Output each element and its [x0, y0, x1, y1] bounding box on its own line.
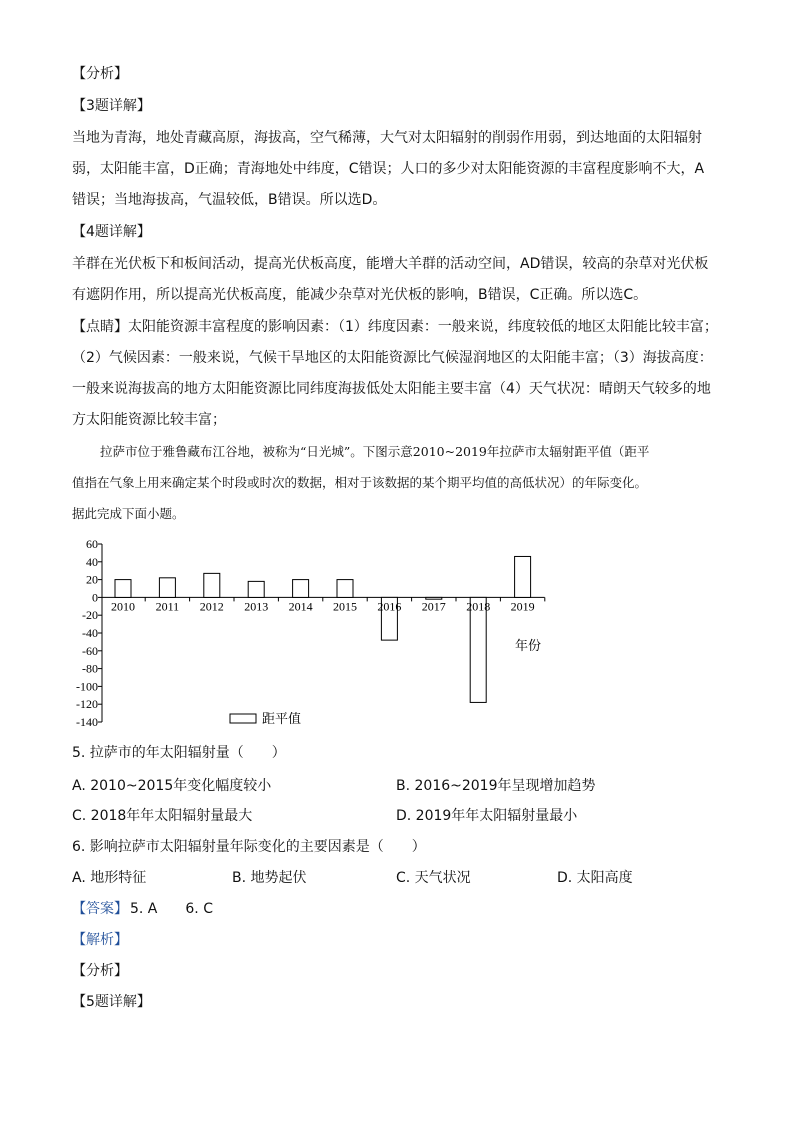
bar [159, 578, 175, 598]
x-tick-label: 2016 [377, 599, 402, 614]
passage-line: 拉萨市位于雅鲁藏布江谷地，被称为“日光城”。下图示意2010~2019年拉萨市太辐射距平值（距平 [100, 444, 650, 459]
y-tick-label: -140 [76, 715, 98, 729]
y-tick-label: -100 [76, 679, 98, 694]
q5-option-b: B. 2016~2019年呈现增加趋势 [396, 778, 596, 794]
y-tick-label: -80 [82, 661, 98, 676]
q5-detail-heading: 【5题详解】 [72, 994, 151, 1010]
key-point-line: 方太阳能资源比较丰富； [72, 412, 226, 428]
legend-label: 距平值 [262, 711, 302, 726]
bar [515, 556, 531, 597]
bar [293, 580, 309, 598]
y-tick-label: 0 [92, 590, 98, 605]
key-point-line: （2）气候因素：一般来说，气候干旱地区的太阳能资源比气候湿润地区的太阳能丰富；（3）海拔高度： [72, 350, 713, 366]
x-axis-label: 年份 [514, 638, 542, 653]
q5-option-a: A. 2010~2015年变化幅度较小 [72, 778, 272, 794]
y-tick-label: -40 [82, 626, 98, 640]
x-tick-label: 2011 [155, 599, 180, 614]
q3-text-line: 当地为青海，地处青藏高原，海拔高，空气稀薄，大气对太阳辐射的削弱作用弱，到达地面的太阳辐射 [72, 130, 702, 146]
q4-text-line: 有遮阴作用，所以提高光伏板高度，能减少杂草对光伏板的影响，B错误，C正确。所以选C。 [72, 287, 648, 303]
x-tick-label: 2012 [199, 599, 224, 614]
q3-heading: 【3题详解】 [72, 98, 151, 114]
explanation-heading: 【解析】 [72, 932, 128, 948]
q6-option-c: C. 天气状况 [396, 870, 471, 886]
passage-line: 值指在气象上用来确定某个时段或时次的数据，相对于该数据的某个期平均值的高低状况）的年际变化。 [72, 475, 648, 490]
q3-text-line: 错误；当地海拔高，气温较低，B错误。所以选D。 [72, 192, 387, 208]
q6-option-d: D. 太阳高度 [557, 870, 633, 886]
q4-heading: 【4题详解】 [72, 224, 151, 240]
y-tick-label: -20 [82, 608, 98, 623]
x-tick-label: 2014 [288, 599, 313, 614]
x-tick-label: 2019 [510, 599, 535, 614]
radiation-anomaly-chart [60, 532, 580, 732]
q6-stem: 6. 影响拉萨市太阳辐射量年际变化的主要因素是（ ） [72, 839, 426, 855]
x-tick-label: 2017 [421, 599, 446, 614]
analysis-heading: 【分析】 [72, 66, 128, 82]
y-tick-label: 60 [86, 537, 98, 551]
q5-stem: 5. 拉萨市的年太阳辐射量（ ） [72, 745, 286, 761]
y-tick-label: -60 [82, 643, 98, 658]
key-point-line: 一般来说海拔高的地方太阳能资源比同纬度海拔低处太阳能主要丰富（4）天气状况：晴朗天气较多的地 [72, 381, 711, 397]
bar [248, 581, 264, 597]
q6-option-a: A. 地形特征 [72, 870, 147, 886]
answer-text: 5. A 6. C [130, 901, 213, 917]
bar [115, 580, 131, 598]
key-point-line: 【点睛】太阳能资源丰富程度的影响因素：（1）纬度因素：一般来说，纬度较低的地区太阳能比较丰富； [72, 319, 718, 335]
passage-line: 据此完成下面小题。 [72, 506, 185, 521]
y-tick-label: 20 [86, 572, 98, 587]
y-tick-label: -120 [76, 697, 98, 712]
y-tick-label: 40 [86, 554, 98, 569]
x-tick-label: 2015 [333, 599, 357, 614]
x-tick-label: 2013 [244, 599, 269, 614]
q5-option-d: D. 2019年年太阳辐射量最小 [396, 808, 578, 824]
legend-swatch [230, 714, 256, 723]
q4-text-line: 羊群在光伏板下和板间活动，提高光伏板高度，能增大羊群的活动空间，AD错误，较高的杂草对光伏板 [72, 256, 709, 272]
x-tick-label: 2018 [466, 599, 491, 614]
q5-option-c: C. 2018年年太阳辐射量最大 [72, 808, 253, 824]
x-tick-label: 2010 [111, 599, 135, 614]
analysis-heading-2: 【分析】 [72, 963, 128, 979]
bar [337, 580, 353, 598]
answer-heading: 【答案】 [72, 901, 128, 917]
bar [204, 573, 220, 597]
q6-option-b: B. 地势起伏 [232, 870, 307, 886]
q3-text-line: 弱，太阳能丰富，D正确；青海地处中纬度，C错误；人口的多少对太阳能资源的丰富程度影响不大，A [72, 161, 705, 177]
